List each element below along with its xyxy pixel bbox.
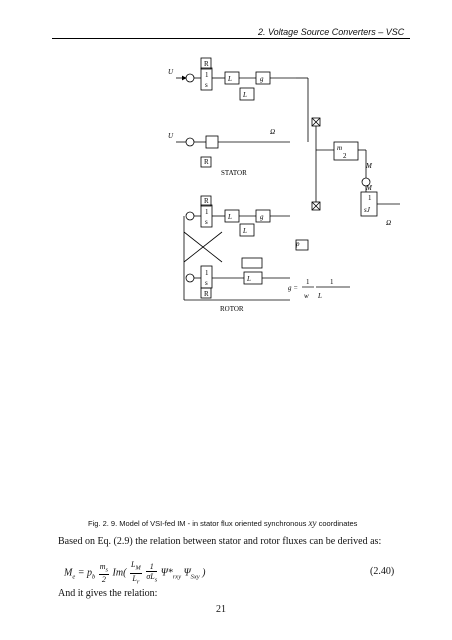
g-formula-lhs: g = — [288, 284, 298, 292]
paragraph-1: Based on Eq. (2.9) the relation between stator and rotor fluxes can be derived as: — [58, 536, 382, 547]
figure-caption: Fig. 2. 9. Model of VSI-fed IM - in stator flux oriented synchronous xy coordinates — [88, 518, 358, 528]
paragraph-2: And it gives the relation: — [58, 588, 158, 599]
svg-text:g: g — [260, 75, 264, 83]
svg-text:L: L — [318, 292, 322, 300]
svg-text:1: 1 — [306, 278, 310, 286]
svg-text:w: w — [304, 292, 309, 300]
svg-text:1: 1 — [368, 194, 372, 202]
svg-text:p: p — [296, 240, 300, 248]
svg-text:1: 1 — [205, 208, 209, 216]
svg-text:Ω: Ω — [270, 128, 276, 136]
svg-text:M: M — [366, 184, 372, 192]
label-R-top: R — [204, 60, 209, 68]
svg-text:s: s — [205, 279, 208, 287]
page-number: 21 — [216, 604, 226, 615]
rotor-label: ROTOR — [220, 305, 244, 313]
running-header: 2. Voltage Source Converters – VSC — [258, 27, 405, 37]
svg-text:U: U — [168, 68, 174, 76]
eq-number-2-40: (2.40) — [370, 566, 395, 577]
svg-text:m: m — [337, 144, 343, 152]
svg-text:1: 1 — [330, 278, 334, 286]
svg-text:U: U — [168, 132, 174, 140]
svg-text:2: 2 — [343, 152, 347, 160]
svg-text:sJ: sJ — [364, 206, 370, 214]
summer-1 — [186, 74, 194, 82]
svg-text:R: R — [204, 197, 209, 205]
svg-text:L: L — [247, 275, 251, 283]
svg-text:M: M — [366, 162, 372, 170]
svg-text:R: R — [204, 158, 209, 166]
svg-text:L: L — [243, 227, 247, 235]
svg-text:s: s — [205, 218, 208, 226]
stator-label: STATOR — [221, 169, 247, 177]
svg-text:L: L — [228, 75, 232, 83]
svg-text:1: 1 — [205, 269, 209, 277]
svg-text:L: L — [243, 91, 247, 99]
svg-text:R: R — [204, 290, 209, 298]
equation-2-40: $M_e = p_b$ $\frac{m_s}{2}$ Im( $\frac{L_M}{L_r}$ $\frac{1}{\sigma L_s}$ $\Psi*_{rxy}$ $\Psi_{Sxy}$ ) — [64, 560, 206, 586]
svg-text:Ω: Ω — [386, 219, 392, 227]
svg-text:s: s — [205, 81, 208, 89]
svg-text:L: L — [228, 213, 232, 221]
svg-text:g: g — [260, 213, 264, 221]
block-cross — [206, 136, 218, 148]
svg-text:1: 1 — [205, 71, 209, 79]
